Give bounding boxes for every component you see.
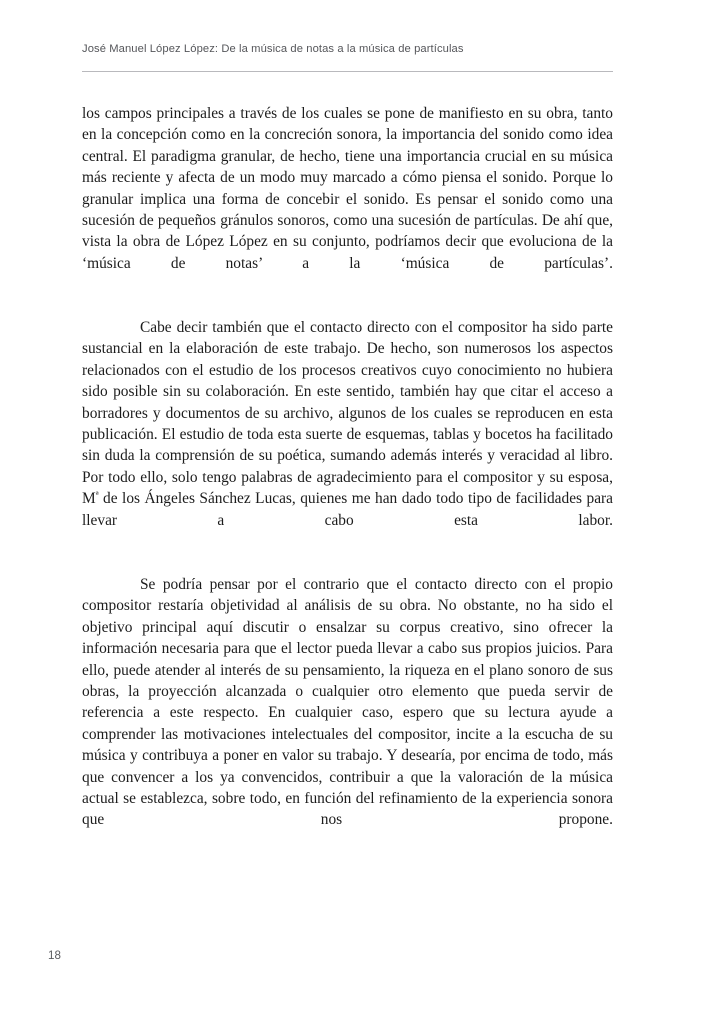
running-head-title: José Manuel López López: De la música de notas a la música de partículas [82,43,464,55]
body-paragraph-2: Cabe decir también que el contacto directo con el compositor ha sido parte sustancial en la elaboración de este trabajo. De hecho, son numerosos los aspectos relacionados con el estudio de los procesos creativos cuyo conocimiento no hubiera sido posible sin su colaboración. En este sentido, también hay que citar el acceso a borradores y documentos de su archivo, algunos de los cuales se reproducen en esta publicación. El estudio de toda esta suerte de esquemas, tablas y bocetos ha facilitado sin duda la comprensión de su poética, sumando además interés y veracidad al libro. Por todo ello, solo tengo palabras de agradecimiento para el compositor y su esposa, $M^ª$ de los Ángeles Sánchez Lucas, quienes me han dado todo tipo de facilidades para llevar a cabo esta labor. [82,319,613,529]
feminine-ordinal-glyph: ª [95,490,99,502]
page-number: 18 [48,949,61,962]
body-text-column [82,103,613,852]
body-paragraph-3: Se podría pensar por el contrario que el contacto directo con el propio compositor restaría objetividad al análisis de su obra. No obstante, no ha sido el objetivo principal aquí discutir o ensalzar su corpus creativo, sino ofrecer la información necesaria para que el lector pueda llevar a cabo sus propios juicios. Para ello, puede atender al interés de su pensamiento, la riqueza en el plano sonoro de sus obras, la proyección alcanzada o cualquier otro elemento que pueda servir de referencia a este respecto. En cualquier caso, espero que su lectura ayude a comprender las motivaciones intelectuales del compositor, incite a la escucha de su música y contribuya a poner en valor su trabajo. Y desearía, por encima de todo, más que convencer a los ya convencidos, contribuir a que la valoración de la música actual se establezca, sobre todo, en función del refinamiento de la experiencia sonora que nos propone. [82,575,613,829]
body-paragraph-1: los campos principales a través de los cuales se pone de manifiesto en su obra, tanto en la concepción como en la concreción sonora, la importancia del sonido como idea central. El paradigma granular, de hecho, tiene una importancia crucial en su música más reciente y afecta de un modo muy marcado a cómo piensa el sonido. Porque lo granular implica una forma de concebir el sonido. Es pensar el sonido como una sucesión de pequeños gránulos sonoros, como una sucesión de partículas. De ahí que, vista la obra de López López en su conjunto, podríamos decir que evoluciona de la ‘música de notas’ a la ‘música de partículas’. [82,105,613,272]
header-divider-rule [82,71,613,72]
running-head [82,42,613,56]
folio [48,946,61,964]
